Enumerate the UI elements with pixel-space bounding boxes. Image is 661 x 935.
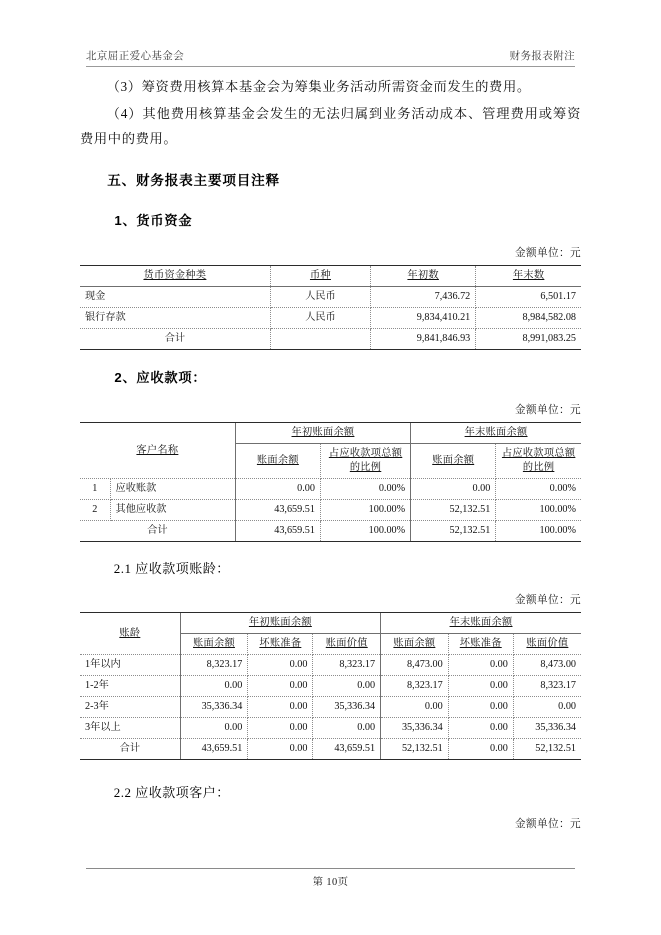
cell-begin-balance: 43,659.51 — [235, 500, 320, 521]
table-row — [80, 655, 581, 676]
col-header-end-bad-debt: 坏账准备 — [448, 634, 513, 655]
cell-begin-bad-debt: 0.00 — [248, 676, 313, 697]
cell-end-amount: 6,501.17 — [476, 287, 581, 308]
receivables-aging-table — [80, 612, 581, 760]
cell-row-number: 2 — [80, 500, 110, 521]
table-row — [80, 718, 581, 739]
note-2-unit-label: 金额单位：元 — [515, 405, 581, 416]
col-header-end-balance: 账面余额 — [411, 444, 496, 479]
col-header-end-ratio: 占应收款项总额的比例 — [496, 444, 581, 479]
col-header-group-end: 年末账面余额 — [381, 613, 581, 634]
note-2-1-unit-label: 金额单位：元 — [515, 595, 581, 606]
cell-end-amount: 8,984,582.08 — [476, 308, 581, 329]
paragraph-4: （4）其他费用核算基金会发生的无法归属到业务活动成本、管理费用或筹资费用中的费用。 — [80, 106, 581, 146]
cell-begin-book-value: 0.00 — [313, 676, 381, 697]
cell-end-balance: 8,473.00 — [381, 655, 449, 676]
paragraph-3: （3）筹资费用核算本基金会为筹集业务活动所需资金而发生的费用。 — [106, 79, 531, 94]
cell-total-begin-bad-debt: 0.00 — [248, 739, 313, 760]
header-organization: 北京屈正爱心基金会 — [86, 51, 185, 62]
cell-begin-amount: 7,436.72 — [371, 287, 476, 308]
cell-begin-balance: 35,336.34 — [180, 697, 248, 718]
page-content — [80, 74, 581, 836]
cell-total-begin-balance: 43,659.51 — [180, 739, 248, 760]
cell-begin-ratio: 0.00% — [320, 479, 410, 500]
cell-begin-book-value: 0.00 — [313, 718, 381, 739]
note-2-1-heading: 2.1 应收款项账龄： — [113, 561, 230, 576]
table-total-row — [80, 521, 581, 542]
table-header-row-groups — [80, 613, 581, 634]
page-number: 第 10页 — [312, 877, 349, 888]
cell-begin-book-value: 8,323.17 — [313, 655, 381, 676]
cell-customer-name: 应收账款 — [110, 479, 235, 500]
cell-currency: 人民币 — [270, 287, 370, 308]
note-1-unit-label: 金额单位：元 — [515, 248, 581, 259]
receivables-table — [80, 422, 581, 542]
table-row — [80, 308, 581, 329]
col-header-aging: 账龄 — [80, 613, 180, 655]
cell-end-balance: 52,132.51 — [411, 500, 496, 521]
monetary-funds-table — [80, 265, 581, 350]
cell-total-label: 合计 — [80, 329, 270, 350]
col-header-end-balance: 账面余额 — [381, 634, 449, 655]
cell-end-ratio: 0.00% — [496, 479, 581, 500]
col-header-begin-bad-debt: 坏账准备 — [248, 634, 313, 655]
table-header-row — [80, 266, 581, 287]
cell-begin-ratio: 100.00% — [320, 500, 410, 521]
cell-end-balance: 8,323.17 — [381, 676, 449, 697]
cell-begin-balance: 0.00 — [235, 479, 320, 500]
note-2-heading: 2、应收款项： — [114, 370, 207, 385]
cell-begin-book-value: 35,336.34 — [313, 697, 381, 718]
col-header-begin-book-value: 账面价值 — [313, 634, 381, 655]
cell-end-book-value: 35,336.34 — [513, 718, 581, 739]
cell-total-end-bad-debt: 0.00 — [448, 739, 513, 760]
cell-fund-kind: 银行存款 — [80, 308, 270, 329]
col-header-begin-amount: 年初数 — [371, 266, 476, 287]
cell-end-ratio: 100.00% — [496, 500, 581, 521]
table-header-row-groups — [80, 423, 581, 444]
cell-end-book-value: 8,473.00 — [513, 655, 581, 676]
cell-total-begin: 9,841,846.93 — [371, 329, 476, 350]
table-row — [80, 676, 581, 697]
cell-total-end-balance: 52,132.51 — [411, 521, 496, 542]
cell-total-begin-ratio: 100.00% — [320, 521, 410, 542]
cell-customer-name: 其他应收款 — [110, 500, 235, 521]
cell-total-begin-balance: 43,659.51 — [235, 521, 320, 542]
col-header-fund-kind: 货币资金种类 — [80, 266, 270, 287]
note-1-heading: 1、货币资金 — [114, 213, 193, 228]
cell-row-number: 1 — [80, 479, 110, 500]
cell-total-label: 合计 — [80, 739, 180, 760]
table-row — [80, 697, 581, 718]
cell-total-end: 8,991,083.25 — [476, 329, 581, 350]
col-header-group-begin: 年初账面余额 — [235, 423, 410, 444]
cell-aging: 3年以上 — [80, 718, 180, 739]
section-heading-five: 五、财务报表主要项目注释 — [107, 173, 280, 188]
table-total-row — [80, 329, 581, 350]
cell-end-bad-debt: 0.00 — [448, 655, 513, 676]
cell-total-end-book-value: 52,132.51 — [513, 739, 581, 760]
cell-end-bad-debt: 0.00 — [448, 676, 513, 697]
cell-begin-bad-debt: 0.00 — [248, 655, 313, 676]
col-header-end-amount: 年末数 — [476, 266, 581, 287]
col-header-group-end: 年末账面余额 — [411, 423, 581, 444]
cell-fund-kind: 现金 — [80, 287, 270, 308]
cell-begin-bad-debt: 0.00 — [248, 697, 313, 718]
cell-aging: 2-3年 — [80, 697, 180, 718]
col-header-begin-balance: 账面余额 — [235, 444, 320, 479]
cell-aging: 1-2年 — [80, 676, 180, 697]
cell-end-book-value: 0.00 — [513, 697, 581, 718]
table-row — [80, 479, 581, 500]
cell-total-label: 合计 — [80, 521, 235, 542]
cell-total-currency — [270, 329, 370, 350]
cell-currency: 人民币 — [270, 308, 370, 329]
cell-total-end-balance: 52,132.51 — [381, 739, 449, 760]
cell-end-bad-debt: 0.00 — [448, 697, 513, 718]
table-row — [80, 287, 581, 308]
col-header-customer-name: 客户名称 — [80, 423, 235, 479]
cell-end-balance: 35,336.34 — [381, 718, 449, 739]
cell-aging: 1年以内 — [80, 655, 180, 676]
cell-end-balance: 0.00 — [411, 479, 496, 500]
header-document-title: 财务报表附注 — [509, 51, 575, 62]
cell-begin-balance: 0.00 — [180, 718, 248, 739]
cell-total-begin-book-value: 43,659.51 — [313, 739, 381, 760]
col-header-begin-ratio: 占应收款项总额的比例 — [320, 444, 410, 479]
cell-begin-amount: 9,834,410.21 — [371, 308, 476, 329]
cell-end-book-value: 8,323.17 — [513, 676, 581, 697]
col-header-end-book-value: 账面价值 — [513, 634, 581, 655]
cell-begin-balance: 8,323.17 — [180, 655, 248, 676]
page-footer — [86, 868, 575, 888]
cell-begin-bad-debt: 0.00 — [248, 718, 313, 739]
running-header — [86, 48, 575, 67]
note-2-2-heading: 2.2 应收款项客户： — [113, 785, 230, 800]
cell-end-bad-debt: 0.00 — [448, 718, 513, 739]
col-header-currency: 币种 — [270, 266, 370, 287]
table-total-row — [80, 739, 581, 760]
note-2-2-unit-label: 金额单位：元 — [515, 819, 581, 830]
cell-end-balance: 0.00 — [381, 697, 449, 718]
cell-total-end-ratio: 100.00% — [496, 521, 581, 542]
cell-begin-balance: 0.00 — [180, 676, 248, 697]
col-header-begin-balance: 账面余额 — [180, 634, 248, 655]
col-header-group-begin: 年初账面余额 — [180, 613, 380, 634]
table-row — [80, 500, 581, 521]
